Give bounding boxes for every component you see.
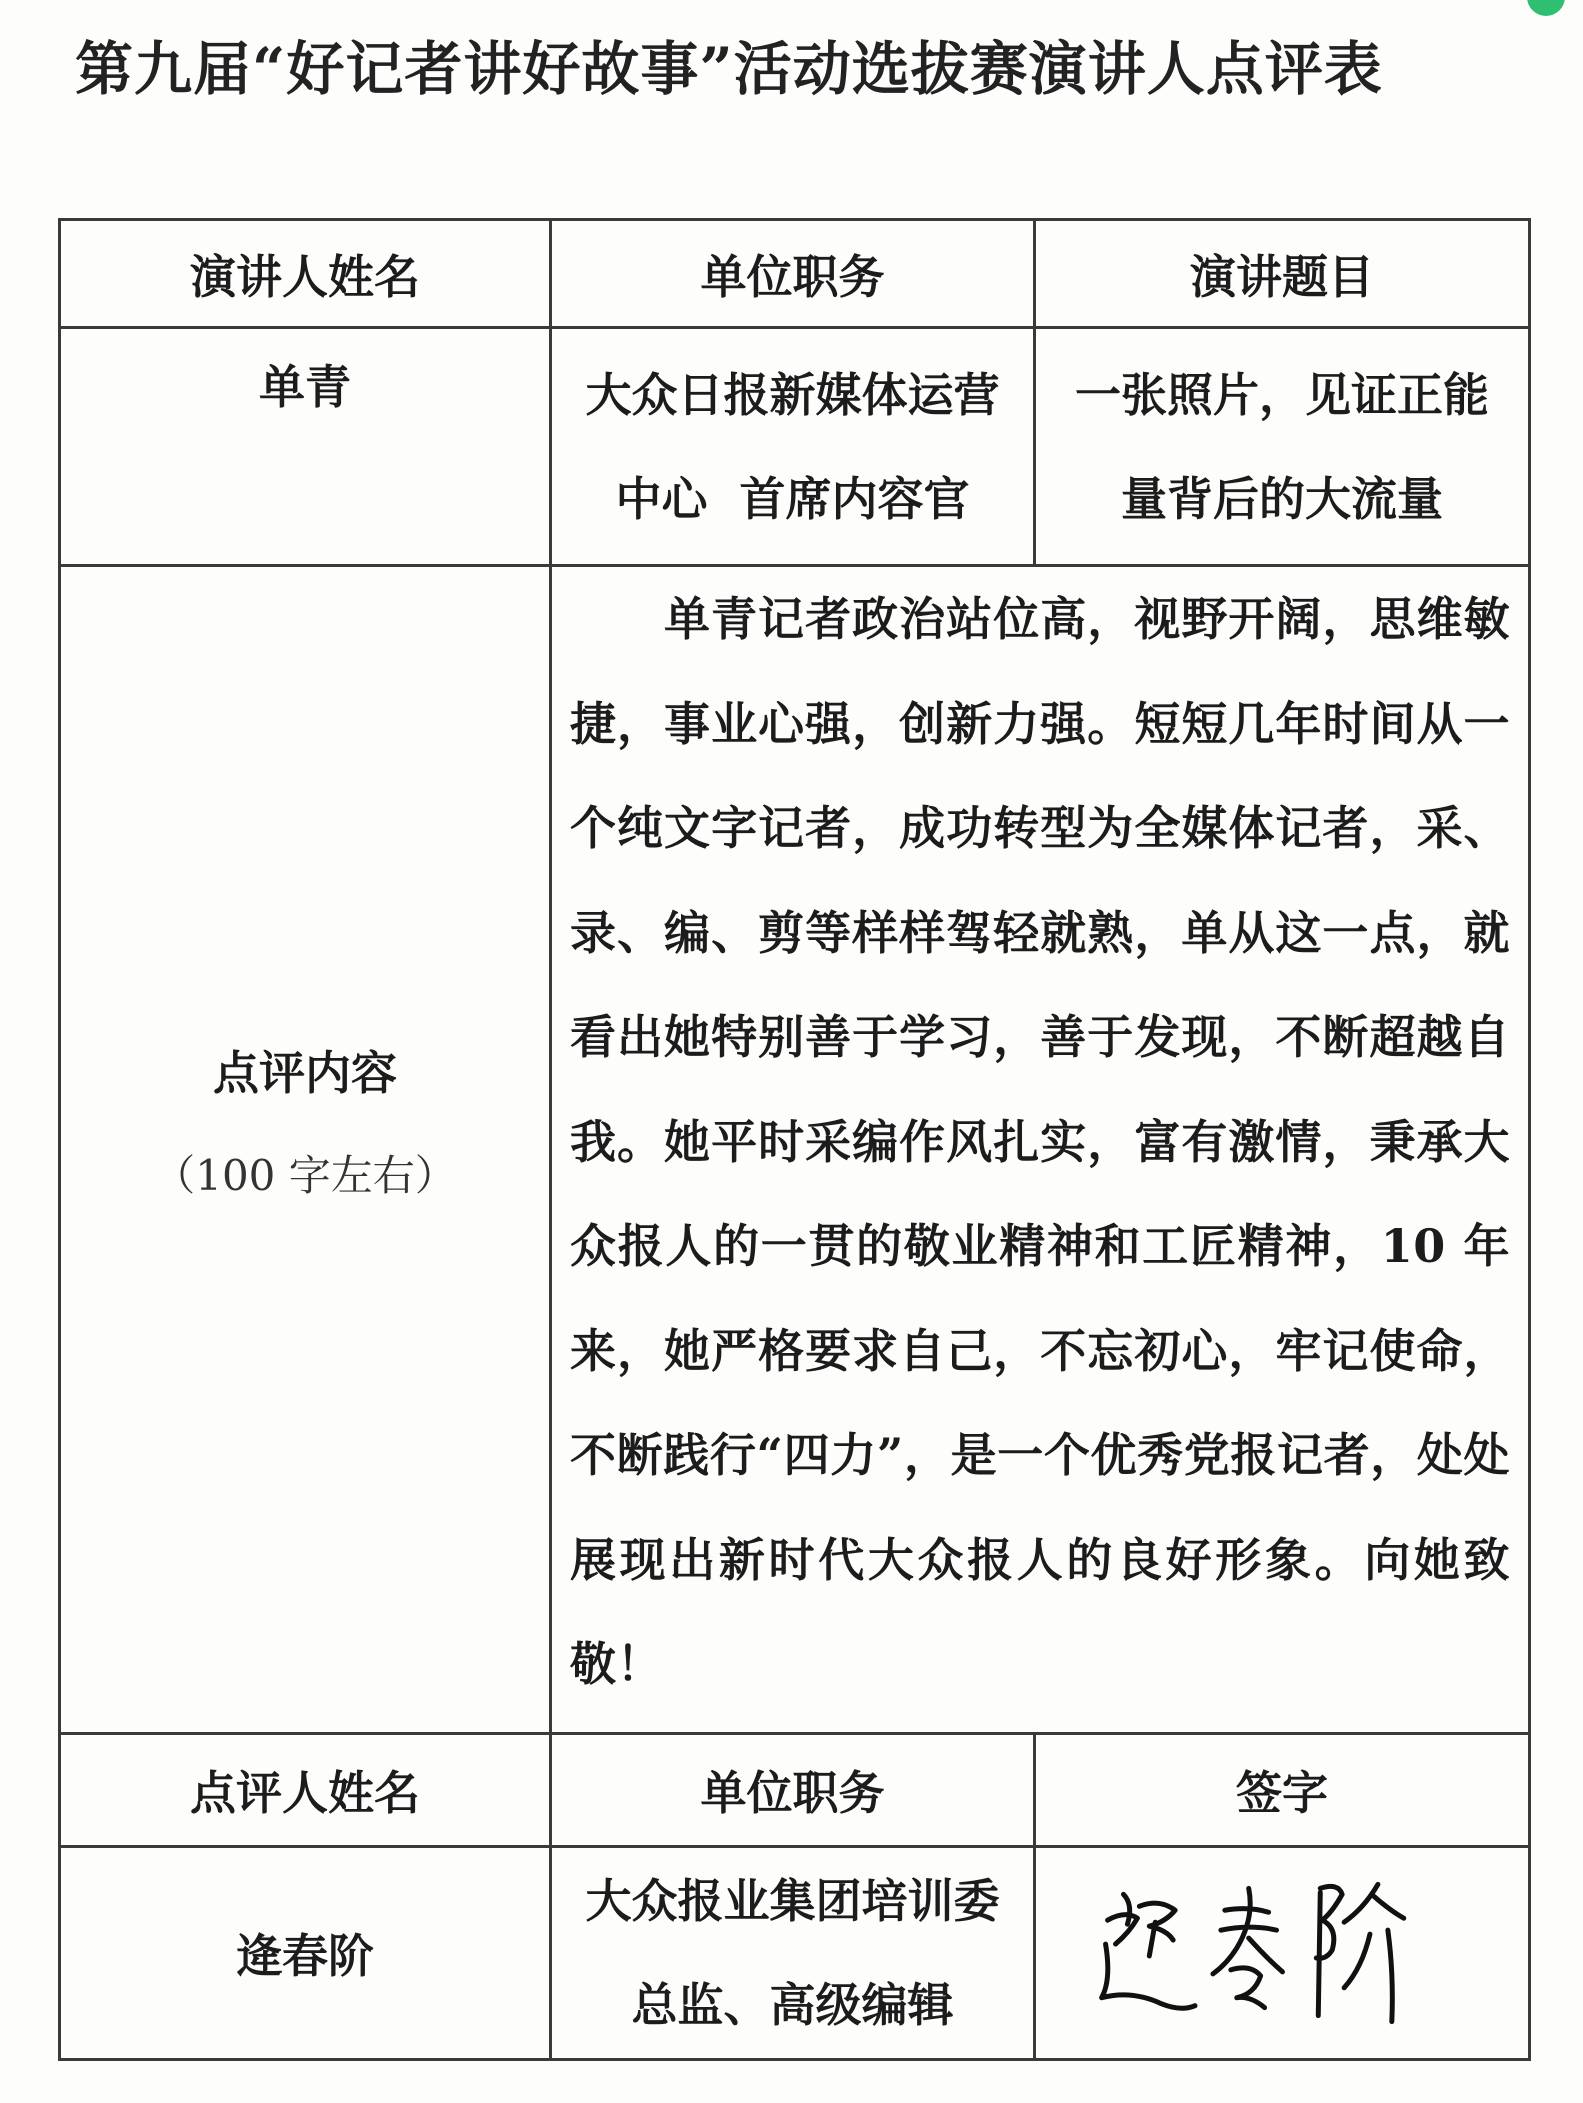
unit-position-header: 单位职务 bbox=[551, 220, 1035, 328]
speaker-header-row bbox=[60, 220, 1530, 328]
comment-label-cell bbox=[60, 566, 551, 1734]
comment-label: 点评内容 bbox=[213, 1045, 397, 1100]
reviewer-name: 逄春阶 bbox=[236, 1929, 374, 1983]
handwritten-signature bbox=[1036, 1848, 1528, 2058]
reviewer-unit-line2: 总监、高级编辑 bbox=[631, 1978, 954, 2032]
reviewer-unit-header: 单位职务 bbox=[551, 1734, 1035, 1847]
speech-topic-line1: 一张照片，见证正能 bbox=[1075, 367, 1489, 422]
reviewer-name-header: 点评人姓名 bbox=[60, 1734, 551, 1847]
reviewer-header-row bbox=[60, 1734, 1530, 1847]
reviewer-row bbox=[60, 1847, 1530, 2060]
speaker-row bbox=[60, 328, 1530, 566]
reviewer-name-cell bbox=[60, 1847, 551, 2060]
speaker-name-header: 演讲人姓名 bbox=[60, 220, 551, 328]
signature-cell bbox=[1035, 1847, 1530, 2060]
status-dot bbox=[1527, 0, 1565, 16]
reviewer-unit-line1: 大众报业集团培训委 bbox=[585, 1874, 1000, 1928]
speech-topic-cell bbox=[1035, 328, 1530, 566]
comment-content-cell bbox=[551, 566, 1530, 1734]
reviewer-unit-cell bbox=[551, 1847, 1035, 2060]
speaker-unit-line2: 中心 首席内容官 bbox=[615, 471, 970, 526]
speaker-unit-line1: 大众日报新媒体运营 bbox=[585, 367, 1000, 422]
speaker-unit-cell bbox=[551, 328, 1035, 566]
speaker-name-cell bbox=[60, 328, 551, 566]
document-title: 第九届“好记者讲好故事”活动选拔赛演讲人点评表 bbox=[75, 35, 1383, 103]
comment-hint: （100 字左右） bbox=[153, 1150, 457, 1200]
signature-header: 签字 bbox=[1035, 1734, 1530, 1847]
speech-title-header: 演讲题目 bbox=[1035, 220, 1530, 328]
comment-row bbox=[60, 566, 1530, 1734]
comment-text: 单青记者政治站位高，视野开阔，思维敏捷，事业心强，创新力强。短短几年时间从一个纯文字记者，成功转型为全媒体记者，采、录、编、剪等样样驾轻就熟，单从这一点，就看出她特别善于学习，善于发现，不断超越自我。她平时采编作风扎实，富有激情，秉承大众报人的一贯的敬业精神和工匠精神，10 年来，她严格要求自己，不忘初心，牢记使命，不断践行“四力”，是一个优秀党报记者，处处展现出新时代大众报人的良好形象。向她致敬！ bbox=[570, 592, 1510, 1691]
review-form-table bbox=[58, 218, 1531, 2061]
speech-topic-line2: 量背后的大流量 bbox=[1121, 471, 1443, 526]
speaker-name: 单青 bbox=[259, 360, 351, 414]
